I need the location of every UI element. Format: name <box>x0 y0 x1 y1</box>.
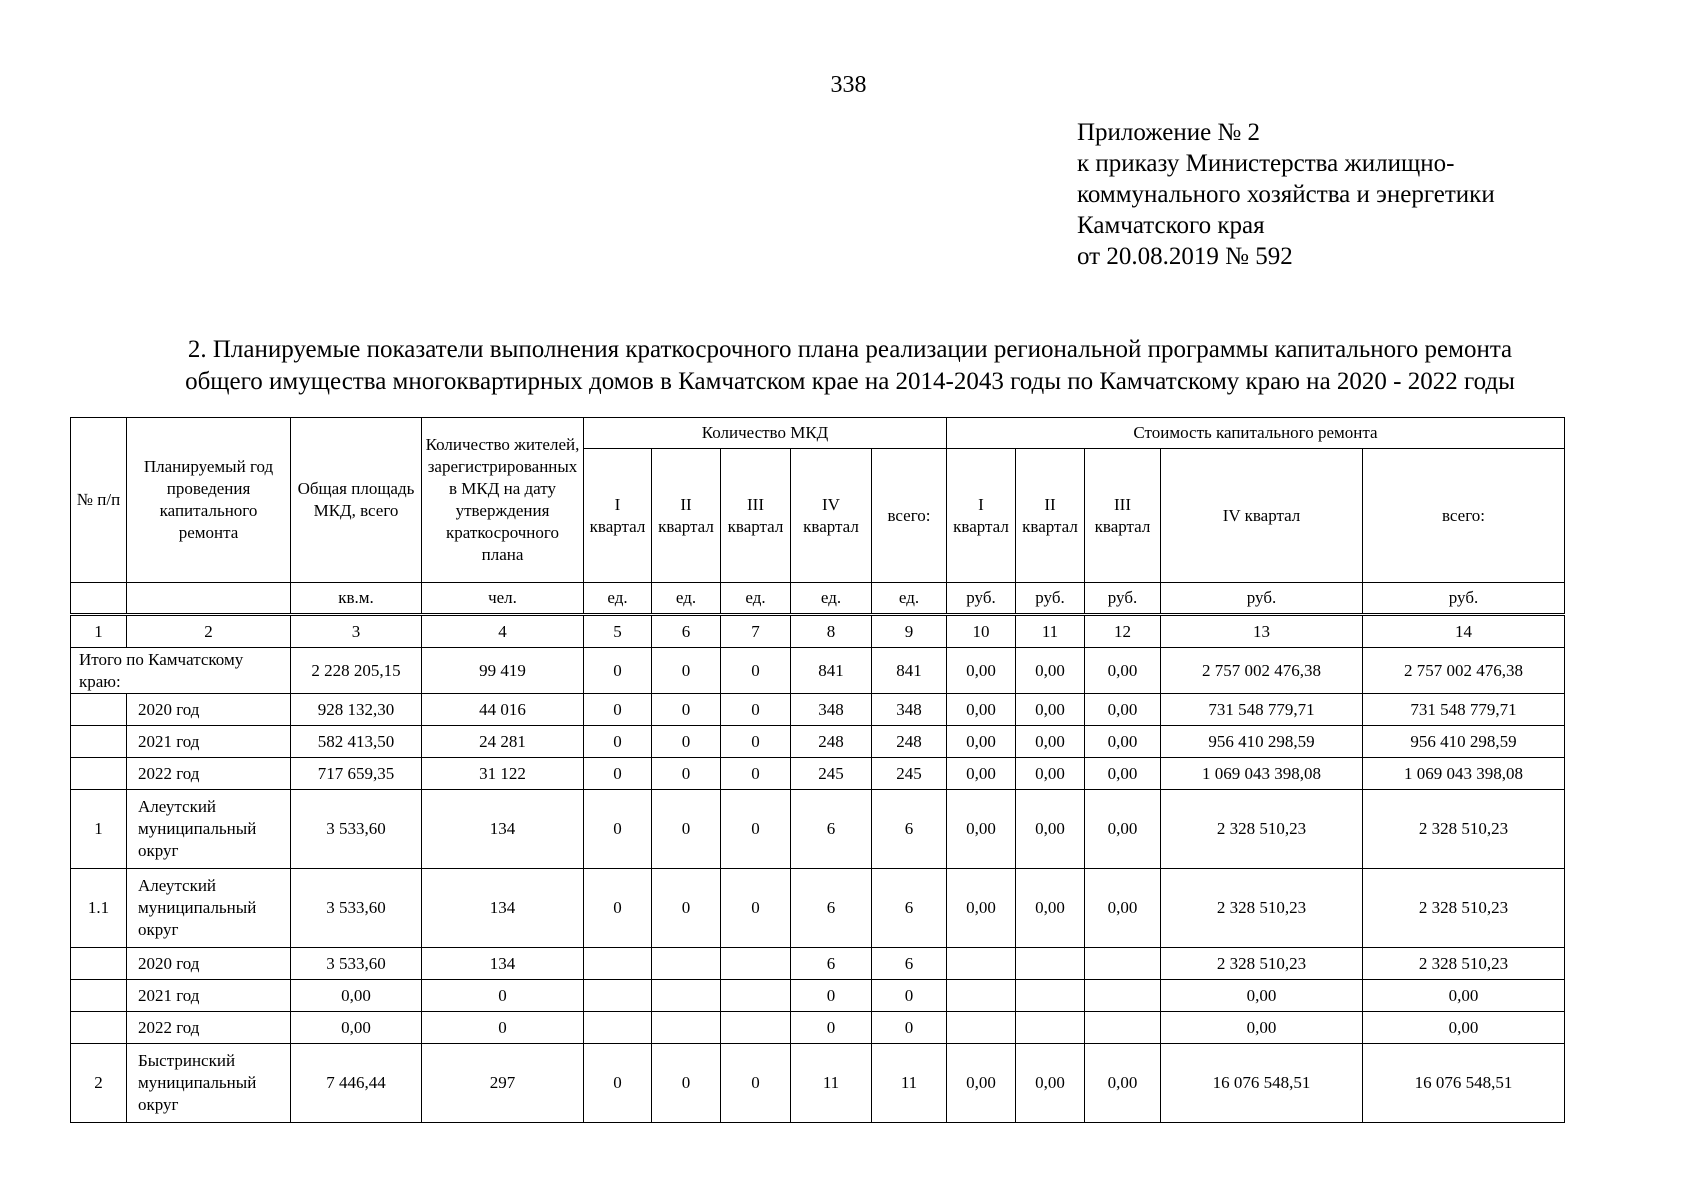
units-cell: руб. <box>1016 583 1085 615</box>
cell-q4: 6 <box>791 790 872 869</box>
cell-num: 1.1 <box>71 869 127 948</box>
cell-area: 3 533,60 <box>291 869 422 948</box>
header-mkd-q2: II квартал <box>652 449 721 583</box>
appendix-line: коммунального хозяйства и энергетики <box>1077 181 1495 208</box>
cell-ctotal: 0,00 <box>1363 1012 1565 1044</box>
units-cell: чел. <box>422 583 584 615</box>
cell-q2 <box>652 948 721 980</box>
cell-ctotal: 16 076 548,51 <box>1363 1044 1565 1123</box>
column-number: 7 <box>721 615 791 648</box>
cell-c1: 0,00 <box>947 694 1016 726</box>
cell-residents: 134 <box>422 948 584 980</box>
cell-q2: 0 <box>652 1044 721 1123</box>
cell-area: 2 228 205,15 <box>291 648 422 694</box>
column-number: 12 <box>1085 615 1161 648</box>
cell-q4: 348 <box>791 694 872 726</box>
cell-q1: 0 <box>584 790 652 869</box>
cell-residents: 0 <box>422 980 584 1012</box>
cell-c3 <box>1085 948 1161 980</box>
column-number: 4 <box>422 615 584 648</box>
cell-ctotal: 2 328 510,23 <box>1363 869 1565 948</box>
cell-q1 <box>584 948 652 980</box>
cell-c3: 0,00 <box>1085 758 1161 790</box>
cell-ctotal: 2 757 002 476,38 <box>1363 648 1565 694</box>
table-row <box>71 790 1565 869</box>
header-cost-q3: III квартал <box>1085 449 1161 583</box>
cell-total: 0 <box>872 980 947 1012</box>
cell-num <box>71 726 127 758</box>
header-cost-total: всего: <box>1363 449 1565 583</box>
cell-total: 0 <box>872 1012 947 1044</box>
cell-q4: 0 <box>791 1012 872 1044</box>
cell-total: 6 <box>872 948 947 980</box>
indicators-table <box>70 417 1565 1123</box>
header-cost-group: Стоимость капитального ремонта <box>947 418 1565 449</box>
cell-c3: 0,00 <box>1085 726 1161 758</box>
cell-q1: 0 <box>584 726 652 758</box>
document-title <box>80 334 1620 398</box>
units-cell: ед. <box>584 583 652 615</box>
units-cell <box>127 583 291 615</box>
cell-q1 <box>584 1012 652 1044</box>
cell-c1: 0,00 <box>947 869 1016 948</box>
row-name: 2021 год <box>127 980 291 1012</box>
cell-area: 3 533,60 <box>291 948 422 980</box>
cell-total: 11 <box>872 1044 947 1123</box>
row-name: 2021 год <box>127 726 291 758</box>
cell-q3 <box>721 948 791 980</box>
cell-area: 717 659,35 <box>291 758 422 790</box>
cell-area: 3 533,60 <box>291 790 422 869</box>
cell-c2: 0,00 <box>1016 1044 1085 1123</box>
cell-c1 <box>947 948 1016 980</box>
cell-c3: 0,00 <box>1085 1044 1161 1123</box>
cell-ctotal: 2 328 510,23 <box>1363 790 1565 869</box>
row-name: 2020 год <box>127 694 291 726</box>
cell-q2 <box>652 1012 721 1044</box>
cell-q3: 0 <box>721 648 791 694</box>
units-cell: руб. <box>947 583 1016 615</box>
table-row <box>71 648 1565 694</box>
row-name: Алеутский муниципальный округ <box>127 790 291 869</box>
cell-num <box>71 694 127 726</box>
units-cell: руб. <box>1085 583 1161 615</box>
cell-c4: 16 076 548,51 <box>1161 1044 1363 1123</box>
cell-c1: 0,00 <box>947 790 1016 869</box>
table-body <box>71 648 1565 1123</box>
units-cell: кв.м. <box>291 583 422 615</box>
title-line: общего имущества многоквартирных домов в Камчатском крае на 2014-2043 годы по Камчатскому краю на 2020 - 2022 годы <box>185 368 1515 395</box>
cell-total: 6 <box>872 790 947 869</box>
cell-c1: 0,00 <box>947 726 1016 758</box>
column-number: 2 <box>127 615 291 648</box>
row-name: 2022 год <box>127 1012 291 1044</box>
cell-c1: 0,00 <box>947 1044 1016 1123</box>
cell-c4: 2 328 510,23 <box>1161 869 1363 948</box>
cell-q2: 0 <box>652 758 721 790</box>
cell-num <box>71 758 127 790</box>
cell-residents: 24 281 <box>422 726 584 758</box>
cell-q4: 6 <box>791 948 872 980</box>
cell-c2 <box>1016 980 1085 1012</box>
table-row <box>71 980 1565 1012</box>
cell-residents: 44 016 <box>422 694 584 726</box>
units-cell: ед. <box>652 583 721 615</box>
cell-q3 <box>721 1012 791 1044</box>
row-name: 2020 год <box>127 948 291 980</box>
cell-area: 582 413,50 <box>291 726 422 758</box>
cell-residents: 0 <box>422 1012 584 1044</box>
appendix-line: Камчатского края <box>1077 212 1265 239</box>
cell-c4: 1 069 043 398,08 <box>1161 758 1363 790</box>
cell-total: 248 <box>872 726 947 758</box>
cell-q4: 0 <box>791 980 872 1012</box>
cell-num <box>71 948 127 980</box>
cell-total: 348 <box>872 694 947 726</box>
appendix-line: от 20.08.2019 № 592 <box>1077 243 1293 270</box>
cell-q2: 0 <box>652 726 721 758</box>
units-cell: ед. <box>721 583 791 615</box>
header-mkd-group: Количество МКД <box>584 418 947 449</box>
column-number: 9 <box>872 615 947 648</box>
cell-q1: 0 <box>584 1044 652 1123</box>
cell-q4: 248 <box>791 726 872 758</box>
column-numbers-row <box>71 615 1565 648</box>
cell-c4: 0,00 <box>1161 1012 1363 1044</box>
cell-c1 <box>947 980 1016 1012</box>
header-cost-q2: II квартал <box>1016 449 1085 583</box>
cell-q3: 0 <box>721 694 791 726</box>
row-name: 2022 год <box>127 758 291 790</box>
units-cell: руб. <box>1363 583 1565 615</box>
units-row <box>71 583 1565 615</box>
cell-c1: 0,00 <box>947 648 1016 694</box>
column-number: 11 <box>1016 615 1085 648</box>
cell-c2: 0,00 <box>1016 790 1085 869</box>
cell-total: 841 <box>872 648 947 694</box>
header-num: № п/п <box>71 418 127 583</box>
cell-q2: 0 <box>652 869 721 948</box>
cell-q4: 11 <box>791 1044 872 1123</box>
cell-q3: 0 <box>721 1044 791 1123</box>
cell-q2: 0 <box>652 790 721 869</box>
header-residents: Количество жителей, зарегистрированных в МКД на дату утверждения краткосрочного плана <box>422 418 584 583</box>
cell-c4: 2 328 510,23 <box>1161 948 1363 980</box>
cell-q3: 0 <box>721 790 791 869</box>
cell-c2: 0,00 <box>1016 758 1085 790</box>
cell-ctotal: 731 548 779,71 <box>1363 694 1565 726</box>
cell-ctotal: 1 069 043 398,08 <box>1363 758 1565 790</box>
cell-residents: 99 419 <box>422 648 584 694</box>
column-number: 5 <box>584 615 652 648</box>
cell-q2: 0 <box>652 648 721 694</box>
header-mkd-q3: III квартал <box>721 449 791 583</box>
cell-ctotal: 0,00 <box>1363 980 1565 1012</box>
cell-q4: 841 <box>791 648 872 694</box>
cell-q1 <box>584 980 652 1012</box>
cell-c2 <box>1016 1012 1085 1044</box>
cell-q1: 0 <box>584 758 652 790</box>
cell-q3: 0 <box>721 758 791 790</box>
units-cell: ед. <box>791 583 872 615</box>
cell-q2: 0 <box>652 694 721 726</box>
title-line: 2. Планируемые показатели выполнения краткосрочного плана реализации региональной программы капитального ремонта <box>187 336 1513 363</box>
column-number: 10 <box>947 615 1016 648</box>
cell-c4: 731 548 779,71 <box>1161 694 1363 726</box>
row-name: Быстринский муниципальный округ <box>127 1044 291 1123</box>
cell-q3 <box>721 980 791 1012</box>
row-name: Алеутский муниципальный округ <box>127 869 291 948</box>
appendix-line: к приказу Министерства жилищно- <box>1077 150 1455 177</box>
cell-c3 <box>1085 980 1161 1012</box>
cell-area: 0,00 <box>291 1012 422 1044</box>
table-row <box>71 1012 1565 1044</box>
cell-c4: 0,00 <box>1161 980 1363 1012</box>
appendix-line: Приложение № 2 <box>1077 119 1261 146</box>
cell-num: 1 <box>71 790 127 869</box>
cell-c2 <box>1016 948 1085 980</box>
cell-c3: 0,00 <box>1085 869 1161 948</box>
cell-residents: 134 <box>422 869 584 948</box>
column-number: 3 <box>291 615 422 648</box>
column-number: 13 <box>1161 615 1363 648</box>
header-mkd-total: всего: <box>872 449 947 583</box>
cell-q4: 6 <box>791 869 872 948</box>
cell-c4: 2 757 002 476,38 <box>1161 648 1363 694</box>
cell-c3: 0,00 <box>1085 648 1161 694</box>
cell-c3: 0,00 <box>1085 790 1161 869</box>
cell-area: 7 446,44 <box>291 1044 422 1123</box>
cell-q2 <box>652 980 721 1012</box>
cell-num: 2 <box>71 1044 127 1123</box>
cell-residents: 31 122 <box>422 758 584 790</box>
header-mkd-q4: IV квартал <box>791 449 872 583</box>
row-name: Итого по Камчатскому краю: <box>71 648 291 694</box>
cell-c2: 0,00 <box>1016 726 1085 758</box>
table-row <box>71 726 1565 758</box>
cell-c1 <box>947 1012 1016 1044</box>
cell-q4: 245 <box>791 758 872 790</box>
header-area: Общая площадь МКД, всего <box>291 418 422 583</box>
cell-q1: 0 <box>584 694 652 726</box>
cell-total: 6 <box>872 869 947 948</box>
header-cost-q4: IV квартал <box>1161 449 1363 583</box>
cell-c2: 0,00 <box>1016 694 1085 726</box>
column-number: 6 <box>652 615 721 648</box>
table-row <box>71 758 1565 790</box>
cell-q1: 0 <box>584 648 652 694</box>
units-cell: ед. <box>872 583 947 615</box>
table-row <box>71 1044 1565 1123</box>
cell-q3: 0 <box>721 869 791 948</box>
page-number: 338 <box>830 72 867 98</box>
cell-c3 <box>1085 1012 1161 1044</box>
header-year: Планируемый год проведения капитального ремонта <box>127 418 291 583</box>
cell-residents: 297 <box>422 1044 584 1123</box>
header-mkd-q1: I квартал <box>584 449 652 583</box>
cell-ctotal: 956 410 298,59 <box>1363 726 1565 758</box>
cell-q3: 0 <box>721 726 791 758</box>
table-row <box>71 869 1565 948</box>
cell-c3: 0,00 <box>1085 694 1161 726</box>
header-cost-q1: I квартал <box>947 449 1016 583</box>
units-cell <box>71 583 127 615</box>
cell-c2: 0,00 <box>1016 869 1085 948</box>
cell-area: 928 132,30 <box>291 694 422 726</box>
column-number: 8 <box>791 615 872 648</box>
table-row <box>71 948 1565 980</box>
column-number: 14 <box>1363 615 1565 648</box>
cell-total: 245 <box>872 758 947 790</box>
units-cell: руб. <box>1161 583 1363 615</box>
table-row <box>71 694 1565 726</box>
appendix-note <box>1077 117 1495 272</box>
cell-ctotal: 2 328 510,23 <box>1363 948 1565 980</box>
cell-residents: 134 <box>422 790 584 869</box>
cell-c4: 2 328 510,23 <box>1161 790 1363 869</box>
cell-area: 0,00 <box>291 980 422 1012</box>
cell-num <box>71 1012 127 1044</box>
cell-c2: 0,00 <box>1016 648 1085 694</box>
cell-c4: 956 410 298,59 <box>1161 726 1363 758</box>
cell-num <box>71 980 127 1012</box>
cell-q1: 0 <box>584 869 652 948</box>
cell-c1: 0,00 <box>947 758 1016 790</box>
column-number: 1 <box>71 615 127 648</box>
